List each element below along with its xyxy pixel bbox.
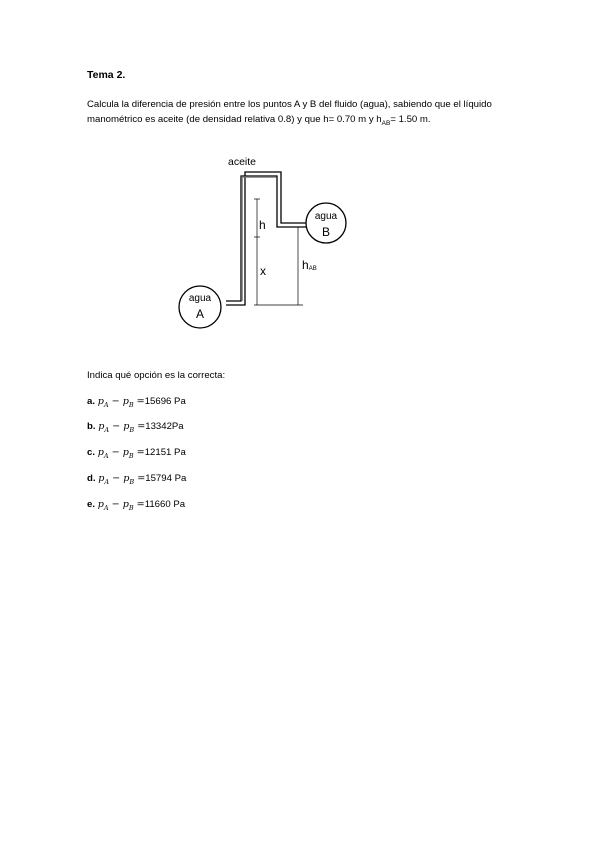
option-value: 15696 Pa bbox=[144, 396, 186, 407]
option-letter: a. bbox=[87, 396, 96, 407]
h-label: h bbox=[259, 218, 266, 232]
manometer-diagram bbox=[168, 150, 358, 330]
tube-outer-wall bbox=[226, 172, 307, 305]
option-formula: $p_A - p_B$ = bbox=[97, 396, 145, 409]
option-letter: e. bbox=[87, 499, 96, 510]
circle-a-top-label: agua bbox=[188, 293, 212, 304]
statement-line-2-text: manométrico es aceite (de densidad relativa 0.8) y que h= 0.70 m y h bbox=[87, 114, 382, 125]
option-formula: $p_A - p_B$ = bbox=[98, 473, 146, 486]
option-letter: c. bbox=[87, 447, 96, 458]
circle-a-bottom-label: A bbox=[195, 307, 205, 321]
answer-option bbox=[87, 396, 186, 409]
answer-option bbox=[87, 421, 184, 434]
option-letter: d. bbox=[87, 473, 96, 484]
answer-option bbox=[87, 447, 186, 460]
question-prompt: Indica qué opción es la correcta: bbox=[87, 370, 226, 381]
statement-line-2-end: = 1.50 m. bbox=[390, 114, 431, 125]
aceite-label: aceite bbox=[228, 156, 257, 168]
answer-option bbox=[87, 499, 185, 512]
option-letter: b. bbox=[87, 421, 96, 432]
hab-label-subscript: AB bbox=[308, 266, 317, 272]
hab-label-main: h bbox=[302, 258, 309, 272]
answer-option bbox=[87, 473, 186, 486]
section-title: Tema 2. bbox=[87, 69, 126, 81]
option-formula: $p_A - p_B$ = bbox=[97, 499, 145, 512]
option-value: 15794 Pa bbox=[145, 473, 187, 484]
hab-label bbox=[302, 258, 317, 272]
x-label: x bbox=[260, 264, 266, 278]
option-value: 13342Pa bbox=[145, 421, 184, 432]
option-formula: $p_A - p_B$ = bbox=[98, 421, 146, 434]
statement-line-2 bbox=[87, 112, 537, 131]
statement-hab-subscript: AB bbox=[381, 119, 391, 127]
circle-b-top-label: agua bbox=[314, 211, 338, 222]
statement-line-1: Calcula la diferencia de presión entre los puntos A y B del fluido (agua), sabiendo que el líquido bbox=[87, 99, 492, 110]
option-value: 11660 Pa bbox=[144, 499, 186, 510]
problem-statement bbox=[87, 97, 537, 131]
option-formula: $p_A - p_B$ = bbox=[97, 447, 145, 460]
tube-inner-wall bbox=[226, 176, 307, 301]
option-value: 12151 Pa bbox=[144, 447, 186, 458]
circle-b-bottom-label: B bbox=[321, 225, 331, 239]
